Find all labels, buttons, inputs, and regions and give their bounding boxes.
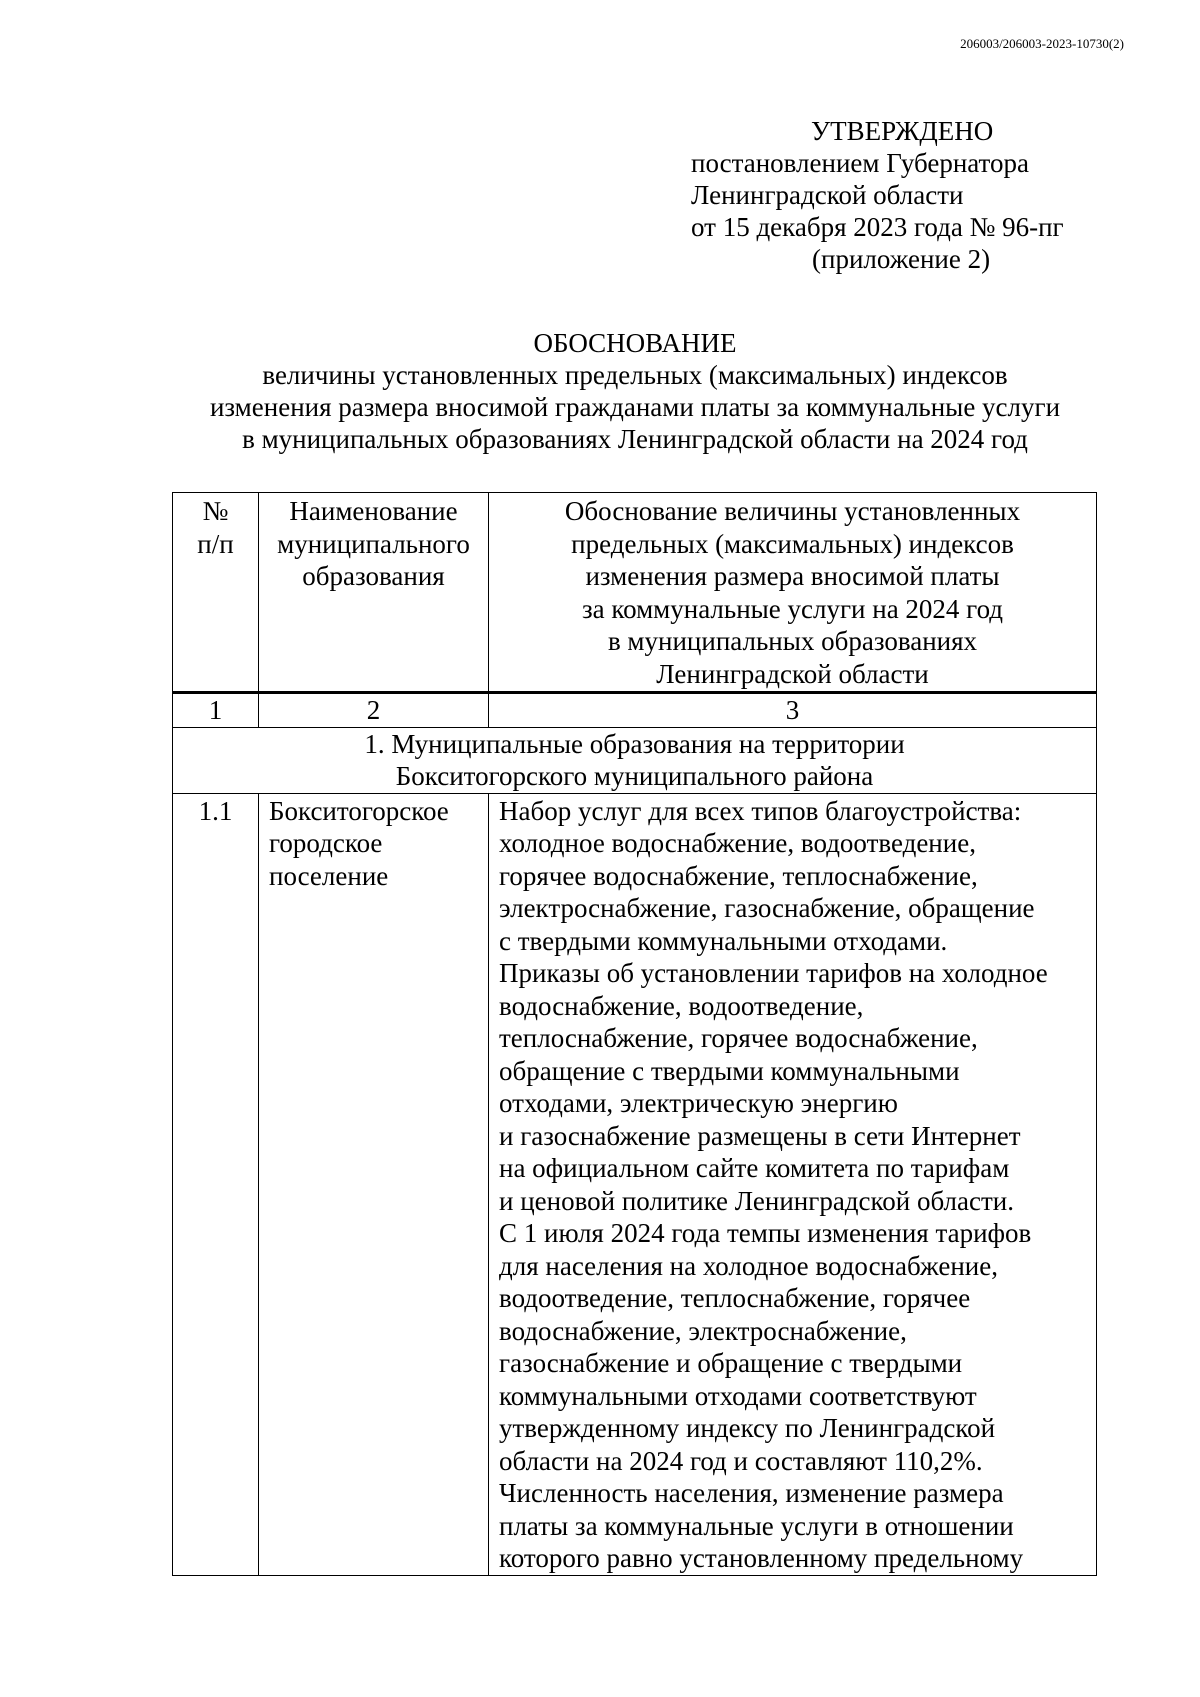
- approval-title: УТВЕРЖДЕНО: [811, 116, 994, 146]
- municipality-name-line: городское: [269, 828, 383, 858]
- justification-text-cell: [489, 793, 1097, 1575]
- justification-line: водоснабжение, электроснабжение,: [499, 1315, 907, 1346]
- heading-subtitle-line: в муниципальных образованиях Ленинградской области на 2024 год: [242, 424, 1028, 454]
- header-text: изменения размера вносимой платы: [585, 561, 1000, 591]
- heading-title: ОБОСНОВАНИЕ: [533, 328, 737, 358]
- justification-line: С 1 июля 2024 года темпы изменения тарифов: [499, 1218, 1032, 1248]
- approval-line: постановлением Губернатора: [691, 148, 1029, 178]
- header-text: муниципального: [277, 528, 470, 559]
- header-text: за коммунальные услуги на 2024 год: [581, 593, 1004, 624]
- justification-line: с твердыми коммунальными отходами.: [499, 925, 948, 956]
- header-cell-name: [259, 493, 489, 693]
- header-text: п/п: [197, 528, 234, 559]
- header-text: Обоснование величины установленных: [564, 496, 1021, 526]
- document-registration-number: 206003/206003-2023-10730(2): [960, 36, 1124, 51]
- column-number-row: [173, 693, 1097, 728]
- header-cell-justification: [489, 493, 1097, 693]
- justification-line: водоснабжение, водоотведение,: [499, 990, 864, 1021]
- document-heading: [0, 327, 1200, 455]
- heading-subtitle-line: величины установленных предельных (максимальных) индексов: [262, 360, 1008, 390]
- justification-line: Приказы об установлении тарифов на холодное: [499, 958, 1048, 988]
- justification-line: и газоснабжение размещены в сети Интернет: [499, 1120, 1021, 1151]
- justification-line: обращение с твердыми коммунальными: [499, 1055, 960, 1086]
- municipality-name-line: Бокситогорское: [269, 795, 449, 826]
- header-text: №: [202, 496, 229, 526]
- justification-line: газоснабжение и обращение с твердыми: [499, 1348, 963, 1378]
- justification-line: электроснабжение, газоснабжение, обращение: [499, 893, 1035, 923]
- header-text: предельных (максимальных) индексов: [571, 528, 1014, 559]
- header-text: образования: [302, 561, 445, 591]
- justification-line: Численность населения, изменение размера: [499, 1478, 1004, 1508]
- justification-line: холодное водоснабжение, водоотведение,: [499, 828, 976, 858]
- header-text: в муниципальных образованиях: [607, 626, 978, 656]
- row-number-cell: 1.1: [173, 793, 259, 1575]
- justification-line: отходами, электрическую энергию: [499, 1088, 898, 1118]
- justification-line: Набор услуг для всех типов благоустройства:: [499, 795, 1022, 826]
- justification-line: платы за коммунальные услуги в отношении: [499, 1510, 1014, 1541]
- section-title-cell: [173, 727, 1097, 793]
- justification-line: теплоснабжение, горячее водоснабжение,: [499, 1023, 978, 1053]
- justification-line: коммунальными отходами соответствуют: [499, 1380, 977, 1411]
- heading-subtitle-line: изменения размера вносимой гражданами платы за коммунальные услуги: [209, 392, 1061, 422]
- justification-table: [172, 492, 1097, 1576]
- table-row: [173, 793, 1097, 1575]
- justification-line: утвержденному индексу по Ленинградской: [499, 1413, 996, 1443]
- justification-line: водоотведение, теплоснабжение, горячее: [499, 1283, 971, 1313]
- justification-line: и ценовой политике Ленинградской области.: [499, 1185, 1014, 1216]
- column-number-cell: 2: [259, 693, 489, 728]
- justification-line: на официальном сайте комитета по тарифам: [499, 1153, 1010, 1183]
- header-text: Ленинградской области: [656, 658, 929, 689]
- section-title-line: 1. Муниципальные образования на территории: [364, 728, 905, 759]
- header-text: Наименование: [289, 496, 458, 526]
- table-header-row: [173, 493, 1097, 693]
- approval-block: [691, 115, 1064, 275]
- justification-line: области на 2024 год и составляют 110,2%.: [499, 1445, 983, 1476]
- approval-appendix: (приложение 2): [812, 244, 991, 274]
- municipality-name-line: поселение: [269, 860, 389, 891]
- column-number-cell: 3: [489, 693, 1097, 728]
- municipality-name-cell: [259, 793, 489, 1575]
- justification-line: для населения на холодное водоснабжение,: [499, 1250, 998, 1281]
- justification-line: которого равно установленному предельному: [499, 1543, 1024, 1573]
- section-title-line: Бокситогорского муниципального района: [395, 761, 874, 791]
- justification-line: горячее водоснабжение, теплоснабжение,: [499, 860, 978, 891]
- column-number-cell: 1: [173, 693, 259, 728]
- approval-line: Ленинградской области: [691, 180, 964, 210]
- approval-line: от 15 декабря 2023 года № 96-пг: [691, 212, 1064, 242]
- header-cell-number: [173, 493, 259, 693]
- section-row: [173, 727, 1097, 793]
